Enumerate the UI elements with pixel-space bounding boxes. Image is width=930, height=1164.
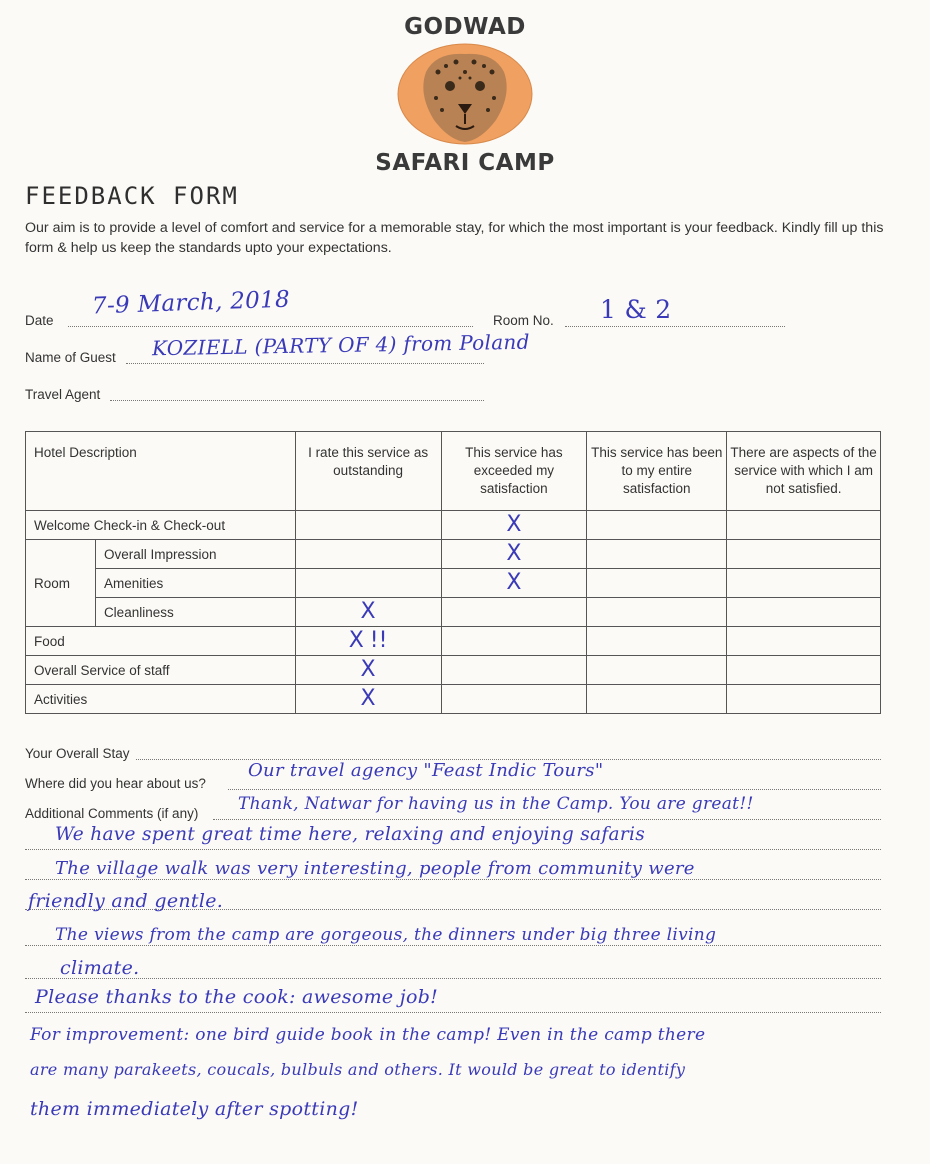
- comment-5[interactable]: The views from the camp are gorgeous, the dinners under big three living: [55, 925, 717, 945]
- hear-value[interactable]: Our travel agency "Feast Indic Tours": [248, 760, 604, 781]
- comments-label: Additional Comments (if any): [25, 806, 199, 821]
- header-entire-satisfaction: This service has been to my entire satisfaction: [587, 432, 727, 511]
- comment-line-2: [25, 849, 881, 850]
- cell-impression-exceeded[interactable]: X: [441, 540, 587, 569]
- comment-8[interactable]: For improvement: one bird guide book in the camp! Even in the camp there: [30, 1025, 706, 1045]
- comment-line-5: [25, 945, 881, 946]
- comment-2[interactable]: We have spent great time here, relaxing and enjoying safaris: [55, 824, 645, 845]
- hear-line: [228, 789, 881, 790]
- cell-activities-entire[interactable]: [587, 685, 727, 714]
- hear-label: Where did you hear about us?: [25, 776, 206, 791]
- row-activities: [26, 685, 881, 714]
- row-label-room: Room: [26, 540, 96, 627]
- cell-cleanliness-entire[interactable]: [587, 598, 727, 627]
- comment-3[interactable]: The village walk was very interesting, people from community were: [55, 858, 695, 879]
- brand-bottom: SAFARI CAMP: [375, 150, 555, 176]
- cell-cleanliness-not-satisfied[interactable]: [727, 598, 881, 627]
- agent-line[interactable]: [110, 400, 484, 401]
- cell-activities-not-satisfied[interactable]: [727, 685, 881, 714]
- guest-label: Name of Guest: [25, 350, 116, 365]
- comment-line-3: [25, 879, 881, 880]
- cell-impression-not-satisfied[interactable]: [727, 540, 881, 569]
- cell-activities-outstanding[interactable]: X: [295, 685, 441, 714]
- cell-food-exceeded[interactable]: [441, 627, 587, 656]
- leopard-logo-icon: [396, 42, 534, 146]
- row-staff: [26, 656, 881, 685]
- header-not-satisfied: There are aspects of the service with which I am not satisfied.: [727, 432, 881, 511]
- row-label-staff: Overall Service of staff: [26, 656, 296, 685]
- comment-7[interactable]: Please thanks to the cook: awesome job!: [35, 986, 439, 1008]
- cell-food-outstanding[interactable]: [295, 627, 441, 656]
- header-exceeded: This service has exceeded my satisfaction: [441, 432, 587, 511]
- row-label-overall-impression: Overall Impression: [95, 540, 295, 569]
- comment-1[interactable]: Thank, Natwar for having us in the Camp. You are great!!: [238, 794, 754, 814]
- cell-food-not-satisfied[interactable]: [727, 627, 881, 656]
- guest-value[interactable]: KOZIELL (PARTY OF 4) from Poland: [151, 329, 530, 361]
- food-exclamations: !!: [369, 628, 388, 653]
- room-line: [565, 326, 785, 327]
- cell-cleanliness-exceeded[interactable]: [441, 598, 587, 627]
- comment-line-1: [213, 819, 881, 820]
- agent-label: Travel Agent: [25, 387, 101, 402]
- comment-line-6: [25, 978, 881, 979]
- row-label-cleanliness: Cleanliness: [95, 598, 295, 627]
- guest-line: [126, 363, 484, 364]
- food-mark: X: [348, 628, 364, 653]
- overall-stay-label: Your Overall Stay: [25, 746, 130, 761]
- cell-impression-outstanding[interactable]: [295, 540, 441, 569]
- header-outstanding: I rate this service as outstanding: [295, 432, 441, 511]
- cell-welcome-outstanding[interactable]: [295, 511, 441, 540]
- cell-amenities-outstanding[interactable]: [295, 569, 441, 598]
- cell-cleanliness-outstanding[interactable]: X: [295, 598, 441, 627]
- row-cleanliness: [26, 598, 881, 627]
- brand-top: GODWAD: [404, 14, 526, 40]
- header-hotel-description: Hotel Description: [26, 432, 296, 511]
- cell-welcome-entire[interactable]: [587, 511, 727, 540]
- room-value[interactable]: 1 & 2: [600, 295, 672, 324]
- row-label-amenities: Amenities: [95, 569, 295, 598]
- row-food: [26, 627, 881, 656]
- form-title: FEEDBACK FORM: [25, 182, 239, 210]
- row-label-activities: Activities: [26, 685, 296, 714]
- row-amenities: [26, 569, 881, 598]
- row-label-welcome: Welcome Check-in & Check-out: [26, 511, 296, 540]
- date-value[interactable]: 7-9 March, 2018: [91, 286, 291, 320]
- comment-6[interactable]: climate.: [60, 957, 140, 979]
- comment-9[interactable]: are many parakeets, coucals, bulbuls and others. It would be great to identify: [30, 1060, 686, 1079]
- comment-line-7: [25, 1012, 881, 1013]
- cell-staff-exceeded[interactable]: [441, 656, 587, 685]
- comment-10[interactable]: them immediately after spotting!: [30, 1098, 359, 1120]
- cell-staff-entire[interactable]: [587, 656, 727, 685]
- row-overall-impression: [26, 540, 881, 569]
- cell-amenities-entire[interactable]: [587, 569, 727, 598]
- rating-table: [25, 431, 881, 714]
- comment-4[interactable]: friendly and gentle.: [28, 890, 224, 912]
- cell-welcome-not-satisfied[interactable]: [727, 511, 881, 540]
- cell-staff-not-satisfied[interactable]: [727, 656, 881, 685]
- cell-amenities-not-satisfied[interactable]: [727, 569, 881, 598]
- cell-amenities-exceeded[interactable]: X: [441, 569, 587, 598]
- cell-activities-exceeded[interactable]: [441, 685, 587, 714]
- room-label: Room No.: [493, 313, 554, 328]
- cell-staff-outstanding[interactable]: X: [295, 656, 441, 685]
- cell-welcome-exceeded[interactable]: X: [441, 511, 587, 540]
- cell-food-entire[interactable]: [587, 627, 727, 656]
- intro-text: Our aim is to provide a level of comfort and service for a memorable stay, for which the most important is your feedback. Kindly fill up this form & help us keep the standards upto your expectations.: [25, 220, 884, 256]
- cell-impression-entire[interactable]: [587, 540, 727, 569]
- date-label: Date: [25, 313, 54, 328]
- date-line: [68, 326, 473, 327]
- row-welcome: [26, 511, 881, 540]
- row-label-food: Food: [26, 627, 296, 656]
